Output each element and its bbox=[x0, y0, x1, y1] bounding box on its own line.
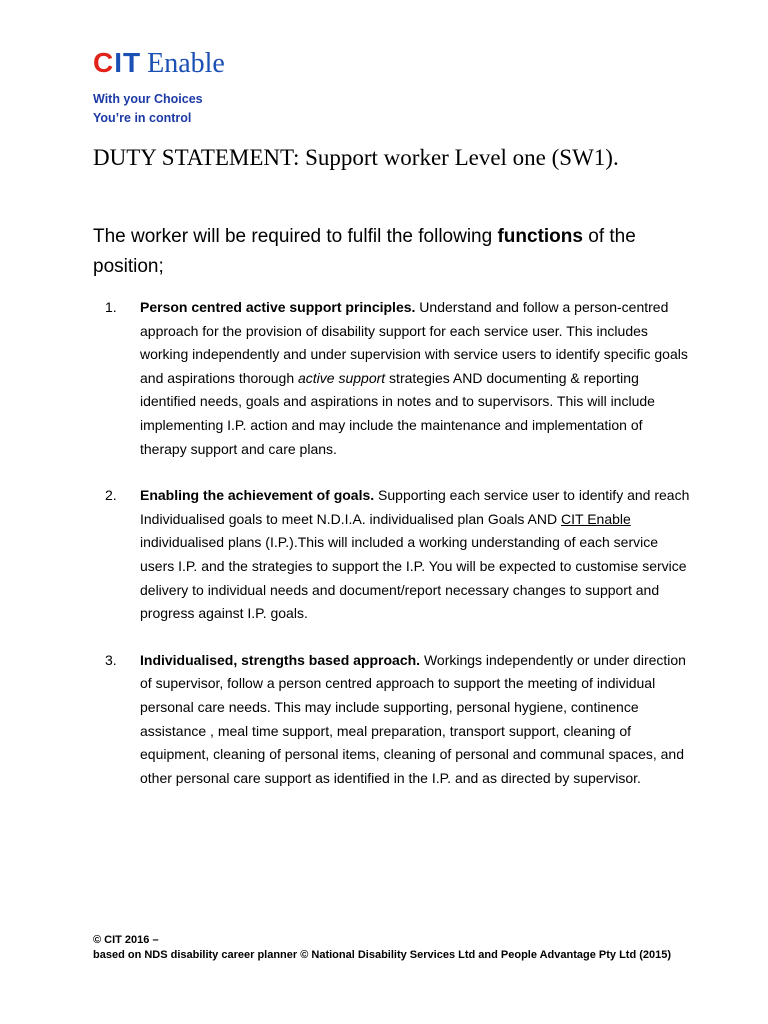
cit-enable-logo bbox=[93, 46, 225, 81]
item-text-continued: strategies AND documenting & reporting identified needs, goals and aspirations in notes and to supervisors. This will include implementing I.P. action and may include the maintenance and implementation of therapy support and care plans. bbox=[140, 369, 655, 457]
tagline bbox=[93, 90, 203, 128]
footer bbox=[93, 933, 678, 963]
logo-letters-it: IT bbox=[114, 47, 142, 78]
item-heading: Individualised, strengths based approach. bbox=[140, 651, 421, 668]
tagline-line-2: You’re in control bbox=[93, 111, 192, 125]
list-item bbox=[93, 649, 693, 791]
logo-enable: Enable bbox=[147, 48, 225, 79]
page-title: DUTY STATEMENT: Support worker Level one (SW1). bbox=[93, 145, 619, 170]
item-text-continued: individualised plans (I.P.).This will included a working understanding of each service users I.P. and the strategies to support the I.P. You will be expected to customise service delivery to individual needs and document/report necessary changes to support and progress against I.P. goals. bbox=[140, 534, 687, 622]
item-italic-text: active support bbox=[298, 369, 386, 386]
item-number: 2. bbox=[105, 487, 117, 504]
item-underlined-text: CIT Enable bbox=[561, 510, 631, 527]
footer-attribution: based on NDS disability career planner © National Disability Services Ltd and People Advantage Pty Ltd (2015) bbox=[93, 949, 672, 961]
item-heading: Enabling the achievement of goals. bbox=[140, 487, 375, 504]
list-item bbox=[93, 296, 693, 461]
logo-cit bbox=[93, 47, 141, 78]
intro-bold-word: functions bbox=[497, 226, 583, 247]
intro-text-end: of the position; bbox=[93, 226, 636, 277]
item-number: 3. bbox=[105, 651, 117, 668]
intro-text-start: The worker will be required to fulfil the following bbox=[93, 226, 498, 247]
item-text: Understand and follow a person-centred approach for the provision of disability support for each service user. This includes working independently and under supervision with service users to identify specific goals and aspirations thorough bbox=[140, 299, 688, 386]
logo-letter-c: C bbox=[93, 47, 115, 78]
item-number: 1. bbox=[105, 299, 117, 315]
item-text: Supporting each service user to identify and reach Individualised goals to meet N.D.I.A. individualised plan Goals AND bbox=[140, 487, 690, 527]
functions-list bbox=[93, 296, 693, 813]
footer-copyright: © CIT 2016 – bbox=[93, 934, 159, 946]
item-text: Workings independently or under direction of supervisor, follow a person centred approach to support the meeting of individual personal care needs. This may include supporting, personal hygiene, continence assistance , meal time support, meal preparation, transport support, cleaning of equipment, cleaning of personal items, cleaning of personal and communal spaces, and other personal care support as identified in the I.P. and as directed by supervisor. bbox=[140, 651, 686, 786]
list-item bbox=[93, 484, 693, 626]
intro-paragraph bbox=[93, 222, 693, 282]
item-heading: Person centred active support principles. bbox=[140, 299, 416, 315]
tagline-line-1: With your Choices bbox=[93, 92, 203, 106]
